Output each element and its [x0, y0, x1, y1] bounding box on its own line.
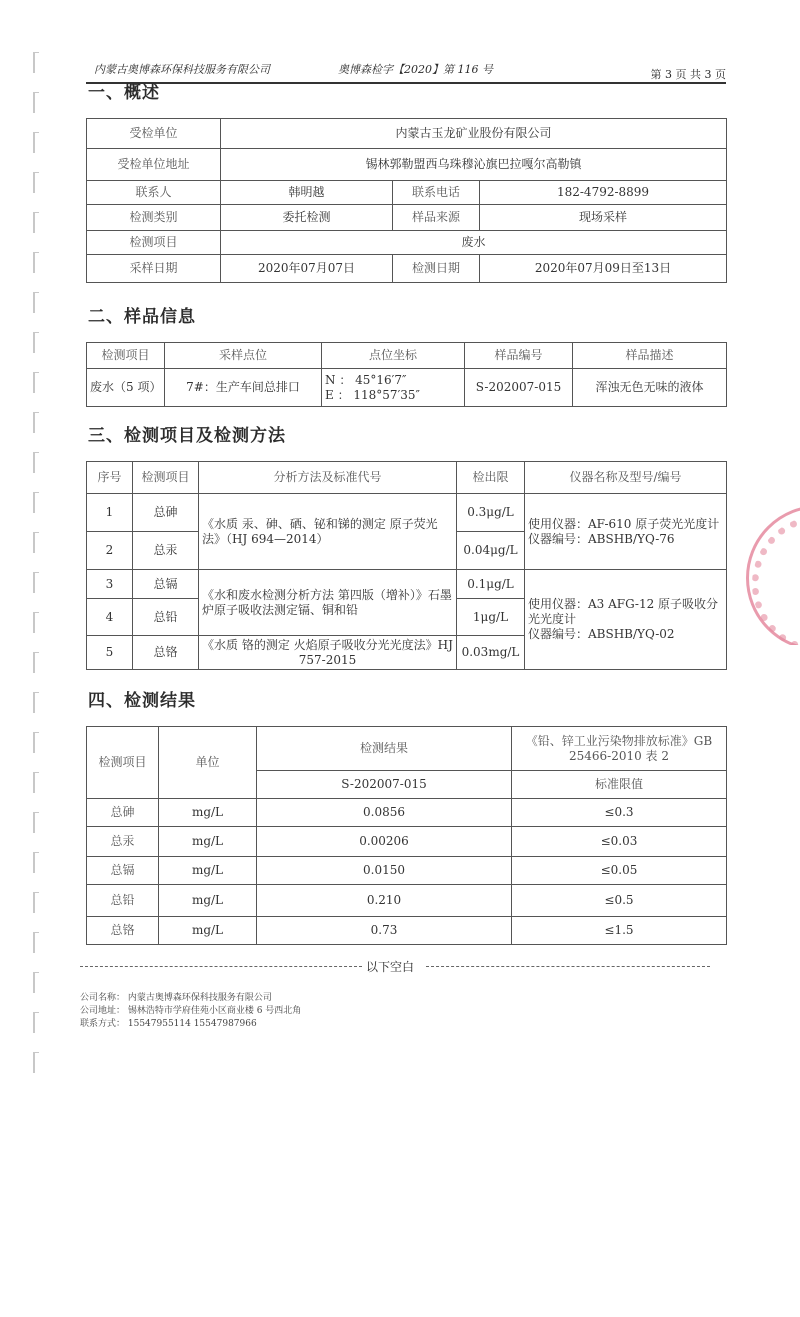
method-row-limit: 1μg/L [457, 599, 525, 636]
method-row-item: 总汞 [133, 532, 199, 570]
result-row-value: 0.73 [257, 917, 512, 945]
method-standard-3: 《水质 铬的测定 火焰原子吸收分光光度法》HJ 757-2015 [199, 636, 457, 670]
methods-table [86, 461, 727, 670]
sample-item: 废水（5 项） [87, 369, 165, 407]
section-title-overview: 一、概述 [88, 83, 160, 103]
methods-header-limit: 检出限 [457, 462, 525, 494]
footer-company-address: 公司地址： 锡林浩特市学府佳苑小区商业楼 6 号西北角 [80, 1006, 302, 1016]
result-row-unit: mg/L [159, 799, 257, 827]
method-row-limit: 0.04μg/L [457, 532, 525, 570]
instrument-name-1: 使用仪器：AF-610 原子荧光光度计 [528, 516, 720, 531]
company-footer [80, 992, 301, 1031]
sample-coordinates [322, 369, 465, 407]
results-header-limit: 标准限值 [512, 771, 727, 799]
method-row-limit: 0.1μg/L [457, 570, 525, 599]
section-title-results: 四、检测结果 [88, 691, 196, 711]
footer-company-name: 公司名称： 内蒙古奥博森环保科技服务有限公司 [80, 993, 272, 1003]
blank-below-marker [80, 958, 710, 974]
sample-date-label: 采样日期 [87, 255, 221, 283]
sample-point: 7#：生产车间总排口 [165, 369, 322, 407]
test-date-value: 2020年07月09日至13日 [480, 255, 727, 283]
result-row-item: 总镉 [87, 857, 159, 885]
method-row-item: 总镉 [133, 570, 199, 599]
results-header-item: 检测项目 [87, 727, 159, 799]
results-table [86, 726, 727, 945]
instrument-code-2: 仪器编号：ABSHB/YQ-02 [528, 627, 675, 641]
sample-header-item: 检测项目 [87, 343, 165, 369]
result-row-limit: ≤0.3 [512, 799, 727, 827]
result-row-item: 总汞 [87, 827, 159, 857]
result-row-value: 0.00206 [257, 827, 512, 857]
sample-header-code: 样品编号 [465, 343, 573, 369]
test-item-label: 检测项目 [87, 231, 221, 255]
header-company: 内蒙古奥博森环保科技服务有限公司 [94, 63, 270, 76]
contact-label: 联系人 [87, 181, 221, 205]
methods-header-no: 序号 [87, 462, 133, 494]
methods-header-instrument: 仪器名称及型号/编号 [525, 462, 727, 494]
section-title-methods: 三、检测项目及检测方法 [88, 426, 286, 446]
method-row-limit: 0.03mg/L [457, 636, 525, 670]
methods-header-item: 检测项目 [133, 462, 199, 494]
result-row-value: 0.0150 [257, 857, 512, 885]
method-row-no: 5 [87, 636, 133, 670]
result-row-unit: mg/L [159, 827, 257, 857]
binding-edge-marks [0, 0, 60, 1100]
result-row-item: 总铬 [87, 917, 159, 945]
header-page-number: 第 3 页 共 3 页 [650, 68, 726, 81]
red-seal-stamp [742, 505, 800, 645]
phone-value: 182-4792-8899 [480, 181, 727, 205]
results-header-unit: 单位 [159, 727, 257, 799]
section-title-sample-info: 二、样品信息 [88, 307, 196, 327]
client-value: 内蒙古玉龙矿业股份有限公司 [221, 119, 727, 149]
method-row-no: 1 [87, 494, 133, 532]
footer-contact: 联系方式： 15547955114 15547987966 [80, 1019, 257, 1029]
result-row-unit: mg/L [159, 917, 257, 945]
result-row-unit: mg/L [159, 885, 257, 917]
result-row-limit: ≤0.05 [512, 857, 727, 885]
test-type-value: 委托检测 [221, 205, 393, 231]
results-header-result: 检测结果 [257, 727, 512, 771]
result-row-limit: ≤0.03 [512, 827, 727, 857]
results-header-standard: 《铅、锌工业污染物排放标准》GB 25466-2010 表 2 [512, 727, 727, 771]
contact-value: 韩明越 [221, 181, 393, 205]
result-row-value: 0.0856 [257, 799, 512, 827]
result-row-unit: mg/L [159, 857, 257, 885]
dashed-rule-right [426, 966, 710, 967]
page-header [86, 58, 726, 84]
method-row-no: 3 [87, 570, 133, 599]
sample-source-label: 样品来源 [393, 205, 480, 231]
method-standard-1: 《水质 汞、砷、硒、铋和锑的测定 原子荧光法》（HJ 694—2014） [199, 494, 457, 570]
sample-header-coord: 点位坐标 [322, 343, 465, 369]
coordinate-north: N ： 45°16′7″ [325, 372, 407, 387]
instrument-cell-2 [525, 570, 727, 670]
blank-below-text: 以下空白 [366, 960, 415, 974]
instrument-cell-1 [525, 494, 727, 570]
phone-label: 联系电话 [393, 181, 480, 205]
method-standard-2: 《水和废水检测分析方法 第四版（增补）》石墨炉原子吸收法测定镉、铜和铅 [199, 570, 457, 636]
sample-description: 浑浊无色无味的液体 [573, 369, 727, 407]
address-value: 锡林郭勒盟西乌珠穆沁旗巴拉嘎尔高勒镇 [221, 149, 727, 181]
client-label: 受检单位 [87, 119, 221, 149]
address-label: 受检单位地址 [87, 149, 221, 181]
method-row-item: 总铅 [133, 599, 199, 636]
result-row-item: 总铅 [87, 885, 159, 917]
method-row-item: 总铬 [133, 636, 199, 670]
result-row-limit: ≤0.5 [512, 885, 727, 917]
result-row-item: 总砷 [87, 799, 159, 827]
method-row-no: 4 [87, 599, 133, 636]
methods-header-method: 分析方法及标准代号 [199, 462, 457, 494]
method-row-no: 2 [87, 532, 133, 570]
sample-header-desc: 样品描述 [573, 343, 727, 369]
instrument-name-2: 使用仪器：A3 AFG-12 原子吸收分光光度计 [528, 597, 719, 626]
result-row-limit: ≤1.5 [512, 917, 727, 945]
sample-date-value: 2020年07月07日 [221, 255, 393, 283]
method-row-limit: 0.3μg/L [457, 494, 525, 532]
instrument-code-1: 仪器编号：ABSHB/YQ-76 [528, 531, 675, 546]
header-doc-number: 奥博森检字【2020】第 116 号 [338, 63, 493, 76]
test-item-value: 废水 [221, 231, 727, 255]
sample-info-table [86, 342, 727, 407]
sample-code: S-202007-015 [465, 369, 573, 407]
sample-source-value: 现场采样 [480, 205, 727, 231]
results-sample-code: S-202007-015 [257, 771, 512, 799]
coordinate-east: E ： 118°57′35″ [325, 387, 421, 402]
sample-header-point: 采样点位 [165, 343, 322, 369]
test-type-label: 检测类别 [87, 205, 221, 231]
method-row-item: 总砷 [133, 494, 199, 532]
dashed-rule-left [80, 966, 362, 967]
test-date-label: 检测日期 [393, 255, 480, 283]
result-row-value: 0.210 [257, 885, 512, 917]
overview-table [86, 118, 727, 283]
